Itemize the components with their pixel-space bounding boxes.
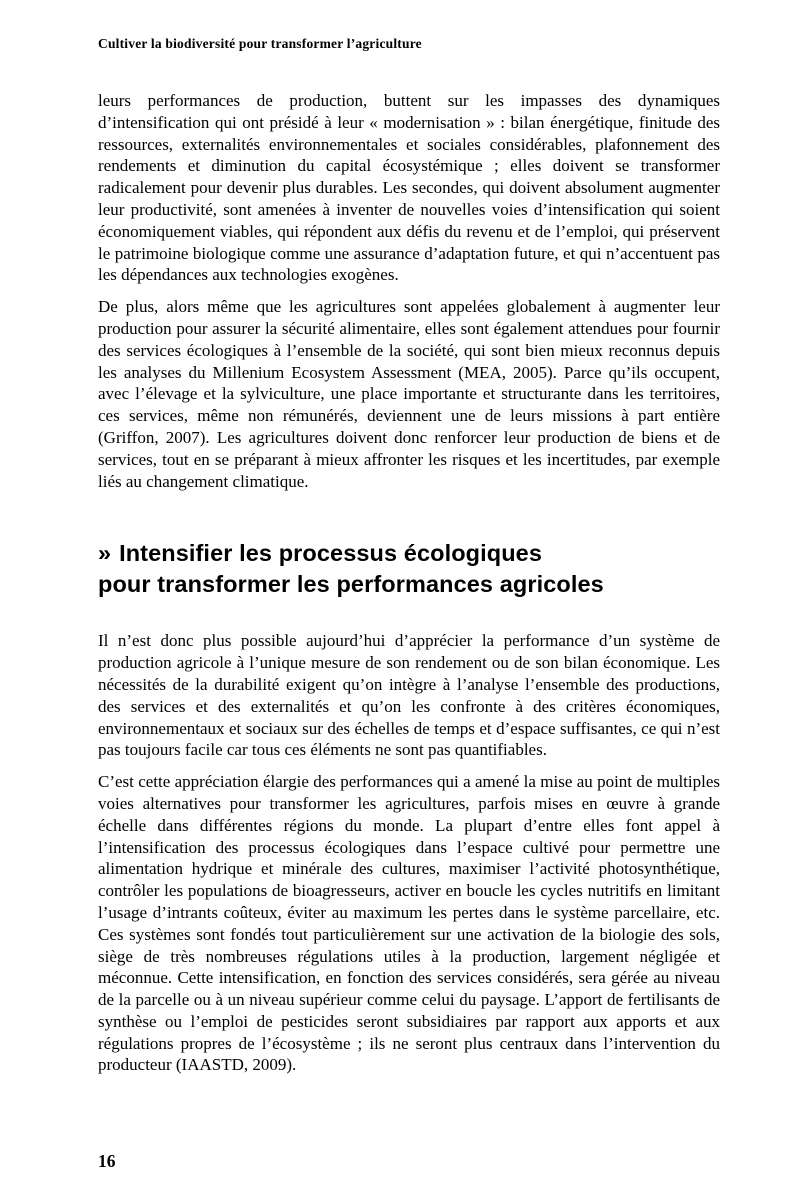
page-body: [98, 90, 720, 1076]
running-head: Cultiver la biodiversité pour transformer l’agriculture: [98, 36, 422, 51]
paragraph-3: Il n’est donc plus possible aujourd’hui d’apprécier la performance d’un système de production agricole à l’unique mesure de son rendement ou de son bilan économique. Les nécessités de la durabilité exigent qu’on intègre à l’analyse l’ensemble des productions, des services et des externalités et qu’on les confronte à des critères économiques, environnementaux et sociaux sur des échelles de temps et d’espace suffisantes, ce qui n’est pas toujours facile car tous ces éléments ne sont pas quantifiables.: [98, 631, 720, 760]
page-number: 16: [98, 1151, 116, 1171]
paragraph-4: C’est cette appréciation élargie des performances qui a amené la mise au point de multiples voies alternatives pour transformer les agricultures, parfois mises en œuvre à grande échelle dans différentes régions du monde. La plupart d’entre elles font appel à l’intensification des processus écologiques dans l’espace cultivé pour permettre une alimentation hydrique et minérale des cultures, maximiser l’activité photosynthétique, contrôler les populations de bioagresseurs, activer en boucle les cycles nutritifs en limitant l’usage d’intrants coûteux, éviter au maximum les pertes dans le système parcellaire, etc. Ces systèmes sont fondés tout particulièrement sur une activation de la biologie des sols, siège de très nombreuses régulations utiles à la production, largement négligée et méconnue. Cette intensification, en fonction des services considérés, sera gérée au niveau de la parcelle ou à un niveau supérieur comme celui du paysage. L’apport de fertilisants de synthèse ou l’emploi de pesticides seront subsidiaires par rapport aux apports et aux régulations propres de l’écosystème ; ils ne seront plus centraux dans l’intervention du producteur (IAASTD, 2009).: [98, 772, 720, 1075]
section-heading: [98, 538, 720, 600]
section-heading-line-2: pour transformer les performances agricoles: [98, 571, 604, 598]
paragraph-2: De plus, alors même que les agricultures sont appelées globalement à augmenter leur production pour assurer la sécurité alimentaire, elles sont également attendues pour fournir des services écologiques à l’ensemble de la société, qui sont bien mieux reconnus depuis les analyses du Millenium Ecosystem Assessment (MEA, 2005). Parce qu’ils occupent, avec l’élevage et la sylviculture, une place importante et structurante dans les territoires, ces services, même non rémunérés, deviennent une de leurs missions à part entière (Griffon, 2007). Les agricultures doivent donc renforcer leur production de biens et de services, tout en se préparant à mieux affronter les risques et les incertitudes, par exemple liés au changement climatique.: [98, 297, 720, 491]
double-chevron-icon: »: [98, 541, 110, 566]
section-heading-line-1: [98, 538, 720, 569]
section-heading-text-1: Intensifier les processus écologiques: [119, 540, 543, 567]
paragraph-1: leurs performances de production, buttent sur les impasses des dynamiques d’intensification qui ont présidé à leur « modernisation » : bilan énergétique, finitude des ressources, externalités environnementales et sociales considérables, plafonnement des rendements et diminution du capital écosystémique ; elles doivent se transformer radicalement pour devenir plus durables. Les secondes, qui doivent absolument augmenter leur productivité, sont amenées à inventer de nouvelles voies d’intensification qui soient économiquement viables, qui répondent aux défis du revenu et de l’emploi, qui préservent le patrimoine biologique comme une assurance d’adaptation future, et qui n’accentuent pas les dépendances aux technologies exogènes.: [98, 91, 720, 285]
